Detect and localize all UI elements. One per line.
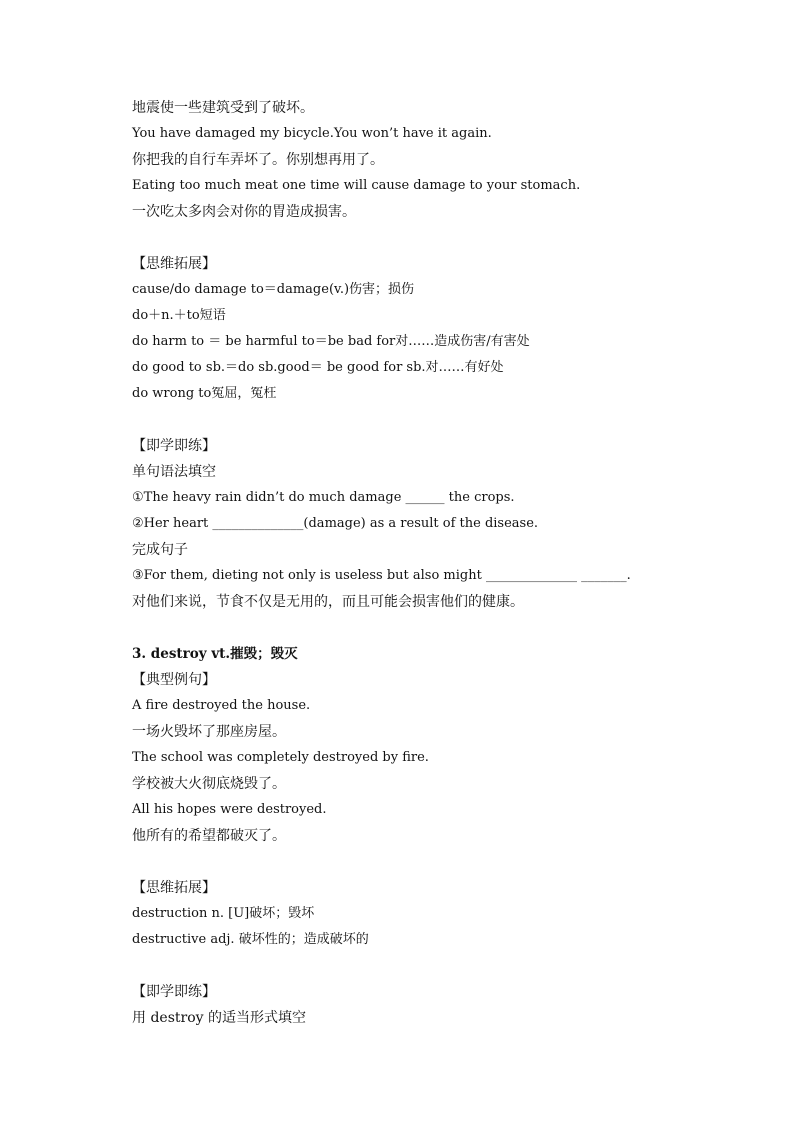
example-translation-line: 学校被大火彻底烧毁了。 [132, 776, 286, 792]
example-sentence-line: You have damaged my bicycle.You won’t have it again. [132, 126, 492, 141]
expansion-line: do wrong to冤屈，冤枉 [132, 386, 277, 401]
expansion-line: do good to sb.＝do sb.good＝ be good for sb.对……有好处 [132, 360, 504, 375]
expansion-line: do harm to ＝ be harmful to＝be bad for对……造成伤害/有害处 [132, 334, 530, 349]
example-translation-line: 一次吃太多肉会对你的胃造成损害。 [132, 204, 356, 220]
spacer [132, 953, 732, 979]
expansion-line: destructive adj. 破坏性的；造成破坏的 [132, 932, 369, 947]
example-sentence-line: Eating too much meat one time will cause damage to your stomach. [132, 178, 581, 193]
exercise-translation: 对他们来说，节食不仅是无用的，而且可能会损害他们的健康。 [132, 594, 524, 610]
spacer [132, 225, 732, 251]
exercise-item: ②Her heart ______________(damage) as a result of the disease. [132, 516, 539, 531]
example-sentence-line: All his hopes were destroyed. [132, 802, 327, 817]
example-translation-line: 你把我的自行车弄坏了。你别想再用了。 [132, 152, 384, 168]
expansion-line: do＋n.＋to短语 [132, 308, 226, 323]
example-translation-line: 一场火毁坏了那座房屋。 [132, 724, 286, 740]
example-sentence-line: The school was completely destroyed by fire. [132, 750, 429, 765]
section-heading-typical-examples: 【典型例句】 [132, 672, 216, 688]
spacer [132, 615, 732, 641]
exercise-instruction: 用 destroy 的适当形式填空 [132, 1010, 306, 1026]
exercise-item: ③For them, dieting not only is useless but also might ______________ _______. [132, 568, 631, 583]
section-heading-thinking-expansion: 【思维拓展】 [132, 256, 216, 272]
section-heading-practice: 【即学即练】 [132, 438, 216, 454]
example-sentence-line: A fire destroyed the house. [132, 698, 311, 713]
spacer [132, 407, 732, 433]
section-heading-thinking-expansion: 【思维拓展】 [132, 880, 216, 896]
expansion-line: destruction n. [U]破坏；毁坏 [132, 906, 315, 921]
exercise-item: ①The heavy rain didn’t do much damage ______ the crops. [132, 490, 515, 505]
exercise-instruction: 单句语法填空 [132, 464, 216, 480]
vocab-heading-destroy: 3. destroy vt.摧毁；毁灭 [132, 646, 298, 662]
example-translation-line: 地震使一些建筑受到了破坏。 [132, 100, 314, 116]
expansion-line: cause/do damage to＝damage(v.)伤害；损伤 [132, 282, 415, 297]
document-content [132, 95, 732, 1031]
section-heading-practice: 【即学即练】 [132, 984, 216, 1000]
example-translation-line: 他所有的希望都破灭了。 [132, 828, 286, 844]
exercise-instruction: 完成句子 [132, 542, 188, 558]
spacer [132, 849, 732, 875]
